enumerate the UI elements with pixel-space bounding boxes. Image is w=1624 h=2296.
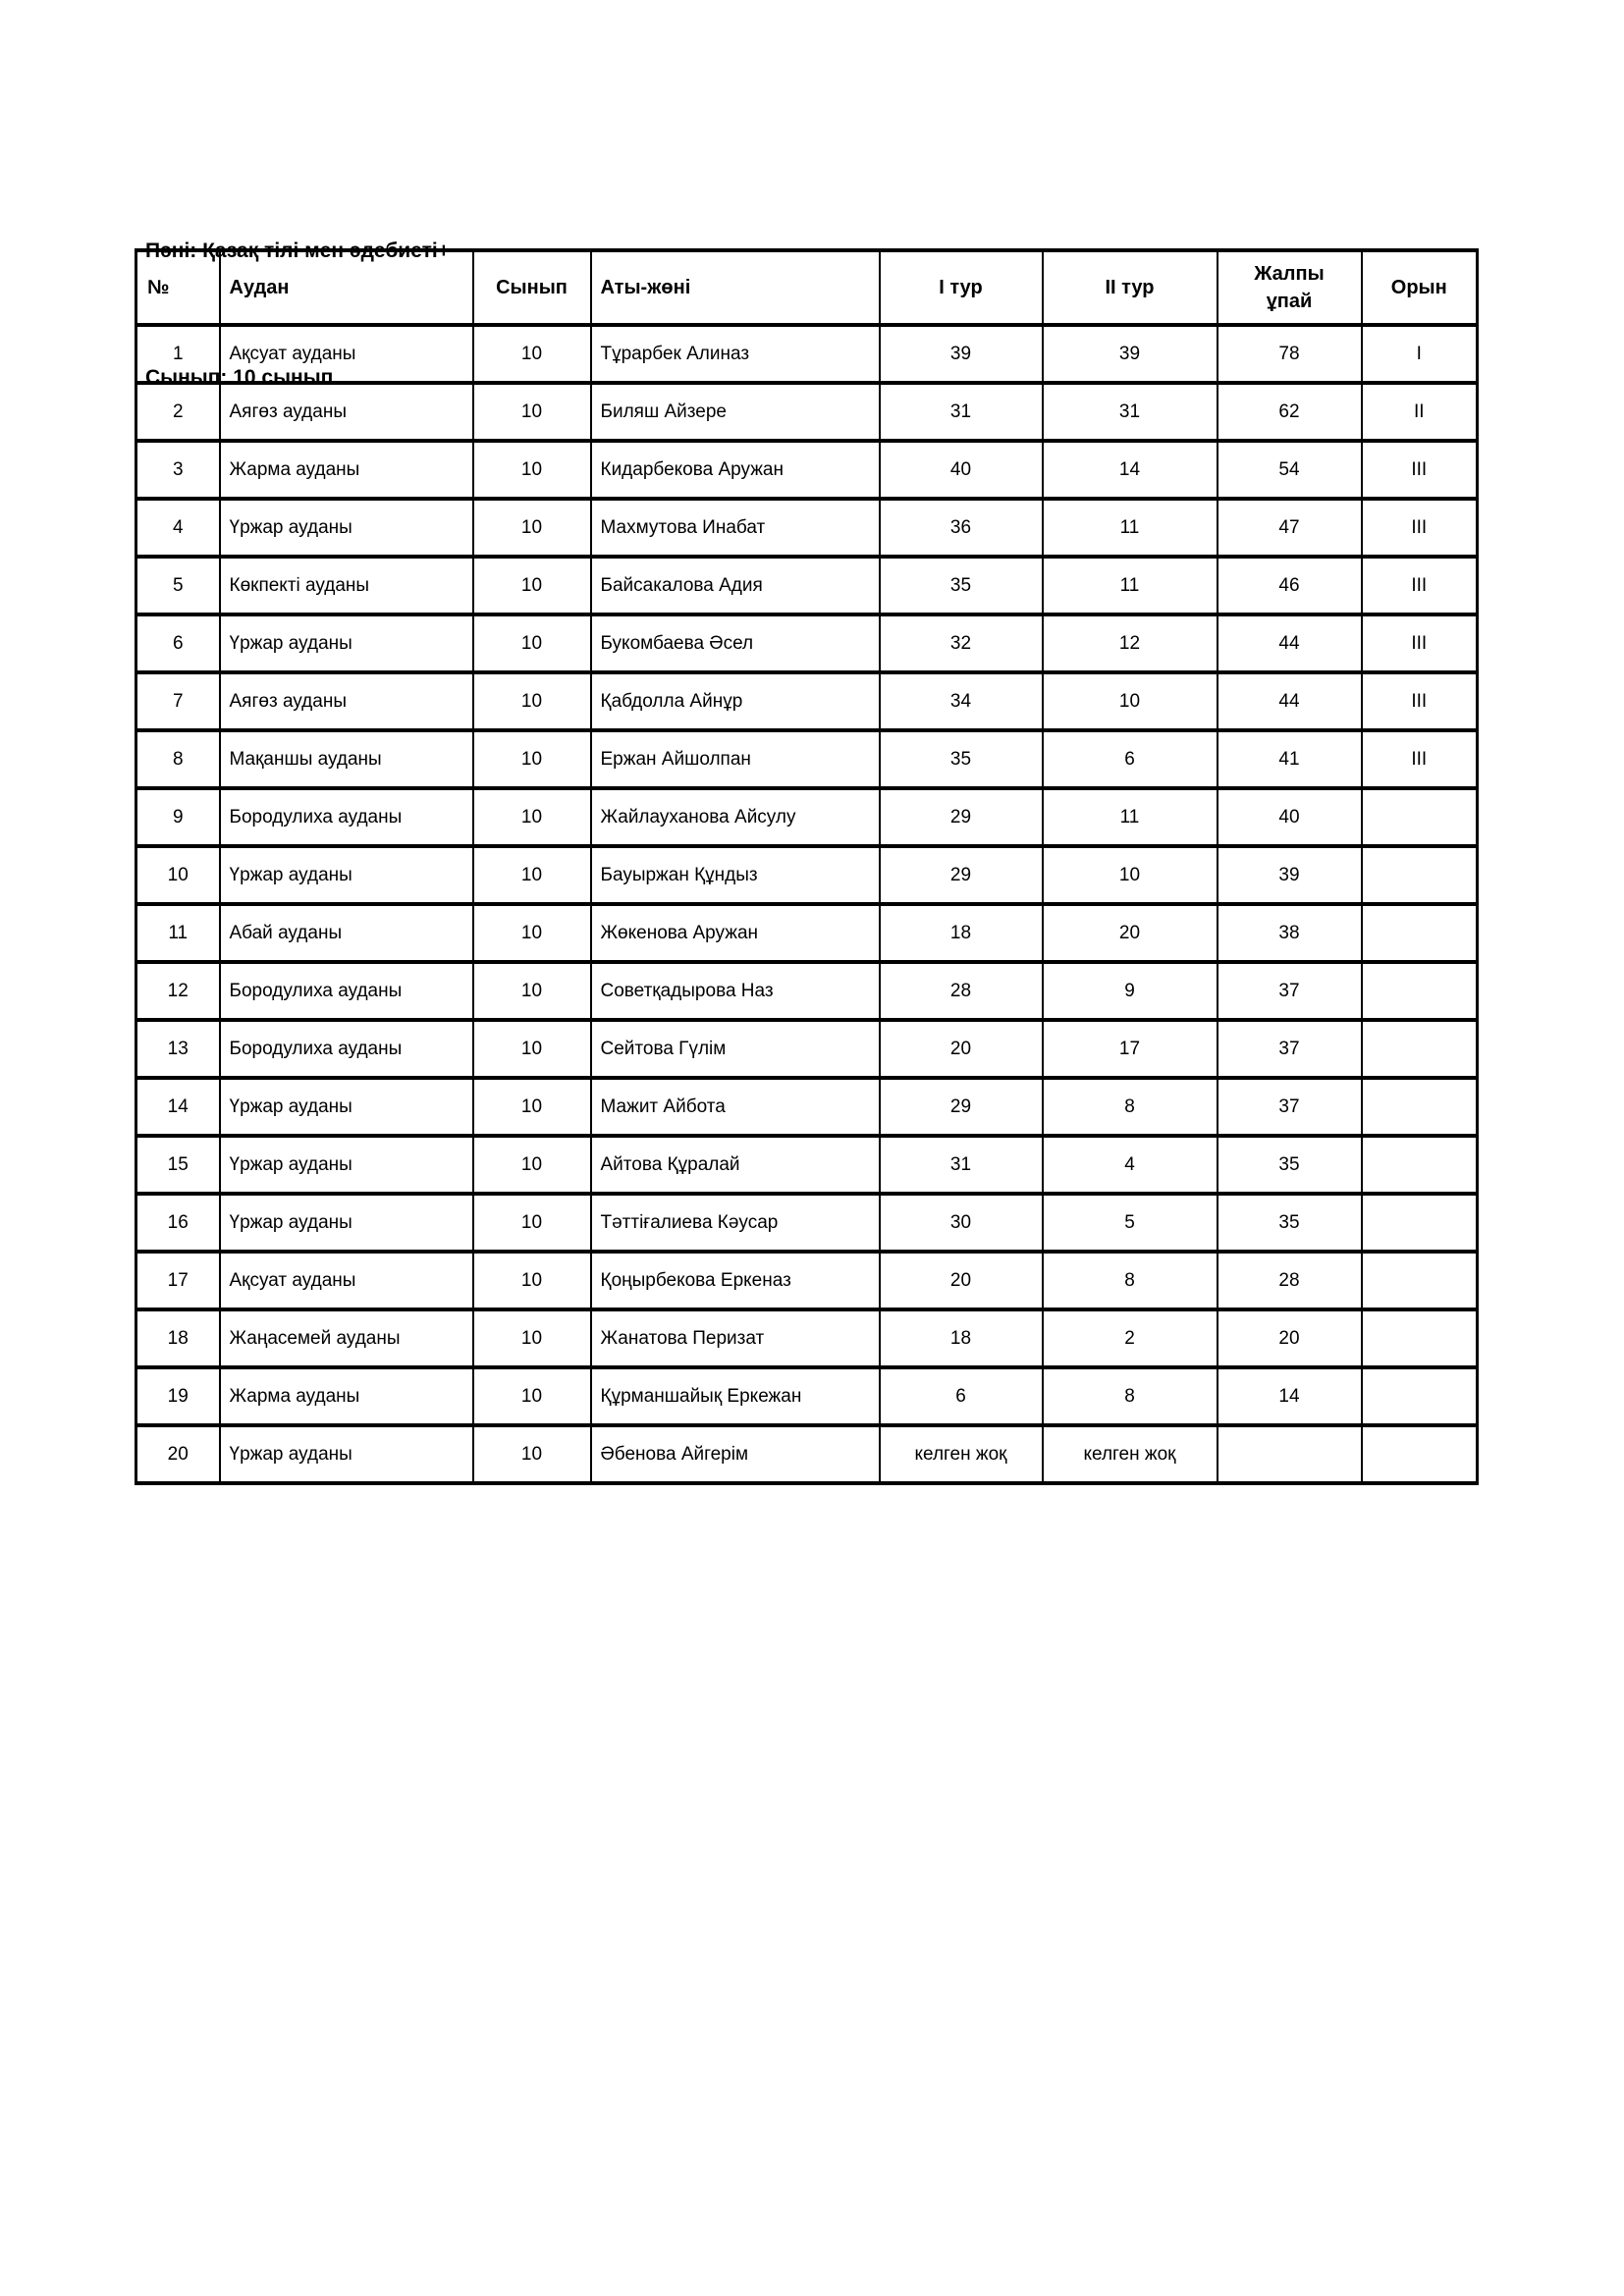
column-header-place: Орын bbox=[1362, 250, 1478, 325]
cell-tour1: келген жоқ bbox=[880, 1425, 1043, 1483]
cell-no: 13 bbox=[136, 1020, 220, 1078]
cell-grade: 10 bbox=[473, 1020, 591, 1078]
cell-no: 7 bbox=[136, 672, 220, 730]
cell-total: 38 bbox=[1218, 904, 1362, 962]
column-header-grade: Сынып bbox=[473, 250, 591, 325]
cell-tour1: 34 bbox=[880, 672, 1043, 730]
cell-tour1: 29 bbox=[880, 846, 1043, 904]
cell-place: II bbox=[1362, 383, 1478, 441]
cell-tour1: 30 bbox=[880, 1194, 1043, 1252]
cell-grade: 10 bbox=[473, 788, 591, 846]
cell-no: 16 bbox=[136, 1194, 220, 1252]
table-row bbox=[136, 383, 1478, 441]
cell-place bbox=[1362, 788, 1478, 846]
subject-line: Пәні: Қазақ тілі мен әдебиеті+ bbox=[145, 240, 450, 262]
cell-district: Үржар ауданы bbox=[220, 1078, 473, 1136]
cell-grade: 10 bbox=[473, 557, 591, 614]
cell-place bbox=[1362, 904, 1478, 962]
cell-no: 17 bbox=[136, 1252, 220, 1309]
cell-district: Үржар ауданы bbox=[220, 1425, 473, 1483]
cell-total: 78 bbox=[1218, 325, 1362, 383]
cell-tour2: 11 bbox=[1043, 788, 1218, 846]
cell-name: Айтова Құралай bbox=[591, 1136, 880, 1194]
cell-tour1: 32 bbox=[880, 614, 1043, 672]
cell-name: Жанатова Перизат bbox=[591, 1309, 880, 1367]
cell-place bbox=[1362, 1309, 1478, 1367]
cell-tour1: 35 bbox=[880, 557, 1043, 614]
cell-no: 19 bbox=[136, 1367, 220, 1425]
cell-grade: 10 bbox=[473, 441, 591, 499]
cell-tour2: 10 bbox=[1043, 672, 1218, 730]
cell-district: Бородулиха ауданы bbox=[220, 1020, 473, 1078]
cell-place bbox=[1362, 1252, 1478, 1309]
cell-tour2: 4 bbox=[1043, 1136, 1218, 1194]
table-row bbox=[136, 325, 1478, 383]
cell-district: Ақсуат ауданы bbox=[220, 1252, 473, 1309]
table-row bbox=[136, 1194, 1478, 1252]
table-row bbox=[136, 1078, 1478, 1136]
column-header-no: № bbox=[136, 250, 220, 325]
cell-tour2: 10 bbox=[1043, 846, 1218, 904]
cell-place bbox=[1362, 1425, 1478, 1483]
cell-tour1: 18 bbox=[880, 1309, 1043, 1367]
table-row bbox=[136, 499, 1478, 557]
cell-place bbox=[1362, 962, 1478, 1020]
cell-tour2: 5 bbox=[1043, 1194, 1218, 1252]
cell-no: 6 bbox=[136, 614, 220, 672]
cell-grade: 10 bbox=[473, 730, 591, 788]
cell-tour2: 17 bbox=[1043, 1020, 1218, 1078]
column-header-name: Аты-жөні bbox=[591, 250, 880, 325]
cell-grade: 10 bbox=[473, 1309, 591, 1367]
cell-grade: 10 bbox=[473, 846, 591, 904]
cell-district: Жарма ауданы bbox=[220, 441, 473, 499]
cell-no: 14 bbox=[136, 1078, 220, 1136]
cell-name: Қабдолла Айнұр bbox=[591, 672, 880, 730]
cell-place bbox=[1362, 1020, 1478, 1078]
cell-grade: 10 bbox=[473, 383, 591, 441]
cell-name: Жайлауханова Айсулу bbox=[591, 788, 880, 846]
cell-grade: 10 bbox=[473, 672, 591, 730]
cell-tour1: 20 bbox=[880, 1020, 1043, 1078]
table-row bbox=[136, 1425, 1478, 1483]
cell-district: Бородулиха ауданы bbox=[220, 962, 473, 1020]
cell-no: 8 bbox=[136, 730, 220, 788]
cell-tour2: 31 bbox=[1043, 383, 1218, 441]
cell-tour2: 6 bbox=[1043, 730, 1218, 788]
cell-place bbox=[1362, 1136, 1478, 1194]
cell-no: 9 bbox=[136, 788, 220, 846]
table-row bbox=[136, 788, 1478, 846]
cell-total bbox=[1218, 1425, 1362, 1483]
cell-name: Тұрарбек Алиназ bbox=[591, 325, 880, 383]
cell-total: 41 bbox=[1218, 730, 1362, 788]
cell-tour2: 8 bbox=[1043, 1078, 1218, 1136]
cell-grade: 10 bbox=[473, 325, 591, 383]
cell-no: 15 bbox=[136, 1136, 220, 1194]
cell-tour2: 11 bbox=[1043, 557, 1218, 614]
cell-place: III bbox=[1362, 557, 1478, 614]
cell-total: 44 bbox=[1218, 672, 1362, 730]
cell-district: Аягөз ауданы bbox=[220, 383, 473, 441]
cell-no: 4 bbox=[136, 499, 220, 557]
cell-grade: 10 bbox=[473, 614, 591, 672]
cell-name: Мажит Айбота bbox=[591, 1078, 880, 1136]
table-row bbox=[136, 962, 1478, 1020]
cell-total: 54 bbox=[1218, 441, 1362, 499]
cell-place bbox=[1362, 1194, 1478, 1252]
cell-tour2: 11 bbox=[1043, 499, 1218, 557]
cell-tour1: 35 bbox=[880, 730, 1043, 788]
cell-tour2: келген жоқ bbox=[1043, 1425, 1218, 1483]
cell-name: Байсакалова Адия bbox=[591, 557, 880, 614]
cell-total: 37 bbox=[1218, 1020, 1362, 1078]
cell-place bbox=[1362, 846, 1478, 904]
cell-grade: 10 bbox=[473, 1252, 591, 1309]
cell-total: 62 bbox=[1218, 383, 1362, 441]
cell-name: Букомбаева Әсел bbox=[591, 614, 880, 672]
cell-place: III bbox=[1362, 499, 1478, 557]
cell-no: 11 bbox=[136, 904, 220, 962]
cell-tour2: 14 bbox=[1043, 441, 1218, 499]
cell-tour1: 18 bbox=[880, 904, 1043, 962]
cell-total: 44 bbox=[1218, 614, 1362, 672]
cell-total: 28 bbox=[1218, 1252, 1362, 1309]
column-header-tour1: I тур bbox=[880, 250, 1043, 325]
cell-no: 3 bbox=[136, 441, 220, 499]
cell-tour1: 36 bbox=[880, 499, 1043, 557]
cell-grade: 10 bbox=[473, 904, 591, 962]
cell-grade: 10 bbox=[473, 499, 591, 557]
cell-tour1: 31 bbox=[880, 383, 1043, 441]
cell-district: Аягөз ауданы bbox=[220, 672, 473, 730]
cell-tour1: 28 bbox=[880, 962, 1043, 1020]
cell-district: Жарма ауданы bbox=[220, 1367, 473, 1425]
column-header-tour2: II тур bbox=[1043, 250, 1218, 325]
cell-total: 40 bbox=[1218, 788, 1362, 846]
cell-tour1: 39 bbox=[880, 325, 1043, 383]
table-row bbox=[136, 1309, 1478, 1367]
cell-tour1: 31 bbox=[880, 1136, 1043, 1194]
cell-total: 20 bbox=[1218, 1309, 1362, 1367]
table-row bbox=[136, 1136, 1478, 1194]
cell-district: Ақсуат ауданы bbox=[220, 325, 473, 383]
cell-no: 18 bbox=[136, 1309, 220, 1367]
cell-district: Мақаншы ауданы bbox=[220, 730, 473, 788]
cell-place: III bbox=[1362, 614, 1478, 672]
cell-district: Үржар ауданы bbox=[220, 499, 473, 557]
column-header-district: Аудан bbox=[220, 250, 473, 325]
table-row bbox=[136, 1252, 1478, 1309]
cell-tour1: 40 bbox=[880, 441, 1043, 499]
table-row bbox=[136, 904, 1478, 962]
cell-total: 37 bbox=[1218, 962, 1362, 1020]
cell-name: Советқадырова Наз bbox=[591, 962, 880, 1020]
cell-place: III bbox=[1362, 730, 1478, 788]
cell-total: 35 bbox=[1218, 1136, 1362, 1194]
cell-name: Құрманшайық Еркежан bbox=[591, 1367, 880, 1425]
cell-tour2: 39 bbox=[1043, 325, 1218, 383]
cell-grade: 10 bbox=[473, 962, 591, 1020]
cell-tour1: 6 bbox=[880, 1367, 1043, 1425]
cell-tour1: 29 bbox=[880, 1078, 1043, 1136]
cell-tour2: 9 bbox=[1043, 962, 1218, 1020]
cell-no: 10 bbox=[136, 846, 220, 904]
table-row bbox=[136, 730, 1478, 788]
cell-place: III bbox=[1362, 441, 1478, 499]
cell-district: Көкпекті ауданы bbox=[220, 557, 473, 614]
cell-no: 20 bbox=[136, 1425, 220, 1483]
cell-name: Әбенова Айгерім bbox=[591, 1425, 880, 1483]
results-table-body bbox=[136, 325, 1478, 1483]
cell-total: 46 bbox=[1218, 557, 1362, 614]
cell-no: 2 bbox=[136, 383, 220, 441]
cell-name: Биляш Айзере bbox=[591, 383, 880, 441]
cell-district: Жаңасемей ауданы bbox=[220, 1309, 473, 1367]
cell-district: Үржар ауданы bbox=[220, 846, 473, 904]
cell-district: Үржар ауданы bbox=[220, 1194, 473, 1252]
cell-no: 5 bbox=[136, 557, 220, 614]
cell-grade: 10 bbox=[473, 1194, 591, 1252]
cell-total: 35 bbox=[1218, 1194, 1362, 1252]
cell-district: Үржар ауданы bbox=[220, 1136, 473, 1194]
cell-tour1: 20 bbox=[880, 1252, 1043, 1309]
cell-name: Ержан Айшолпан bbox=[591, 730, 880, 788]
table-row bbox=[136, 441, 1478, 499]
cell-tour2: 8 bbox=[1043, 1252, 1218, 1309]
cell-place bbox=[1362, 1367, 1478, 1425]
cell-place: I bbox=[1362, 325, 1478, 383]
table-row bbox=[136, 557, 1478, 614]
cell-grade: 10 bbox=[473, 1425, 591, 1483]
cell-name: Кидарбекова Аружан bbox=[591, 441, 880, 499]
cell-grade: 10 bbox=[473, 1136, 591, 1194]
cell-name: Сейтова Гүлім bbox=[591, 1020, 880, 1078]
results-table bbox=[135, 248, 1479, 1485]
table-header-row bbox=[136, 250, 1478, 325]
cell-name: Махмутова Инабат bbox=[591, 499, 880, 557]
table-row bbox=[136, 672, 1478, 730]
cell-name: Тәттіғалиева Кәусар bbox=[591, 1194, 880, 1252]
cell-grade: 10 bbox=[473, 1367, 591, 1425]
cell-tour2: 2 bbox=[1043, 1309, 1218, 1367]
cell-tour2: 12 bbox=[1043, 614, 1218, 672]
cell-total: 39 bbox=[1218, 846, 1362, 904]
cell-total: 37 bbox=[1218, 1078, 1362, 1136]
cell-tour2: 8 bbox=[1043, 1367, 1218, 1425]
table-row bbox=[136, 614, 1478, 672]
cell-district: Бородулиха ауданы bbox=[220, 788, 473, 846]
column-header-total: Жалпы ұпай bbox=[1218, 250, 1362, 325]
cell-no: 12 bbox=[136, 962, 220, 1020]
cell-grade: 10 bbox=[473, 1078, 591, 1136]
cell-name: Қоңырбекова Еркеназ bbox=[591, 1252, 880, 1309]
cell-no: 1 bbox=[136, 325, 220, 383]
table-row bbox=[136, 1367, 1478, 1425]
cell-district: Үржар ауданы bbox=[220, 614, 473, 672]
class-line: Сынып: 10 сынып bbox=[145, 366, 334, 389]
cell-name: Жөкенова Аружан bbox=[591, 904, 880, 962]
cell-total: 14 bbox=[1218, 1367, 1362, 1425]
cell-tour1: 29 bbox=[880, 788, 1043, 846]
cell-name: Бауыржан Құндыз bbox=[591, 846, 880, 904]
cell-place: III bbox=[1362, 672, 1478, 730]
table-row bbox=[136, 1020, 1478, 1078]
cell-tour2: 20 bbox=[1043, 904, 1218, 962]
cell-total: 47 bbox=[1218, 499, 1362, 557]
table-row bbox=[136, 846, 1478, 904]
cell-district: Абай ауданы bbox=[220, 904, 473, 962]
cell-place bbox=[1362, 1078, 1478, 1136]
